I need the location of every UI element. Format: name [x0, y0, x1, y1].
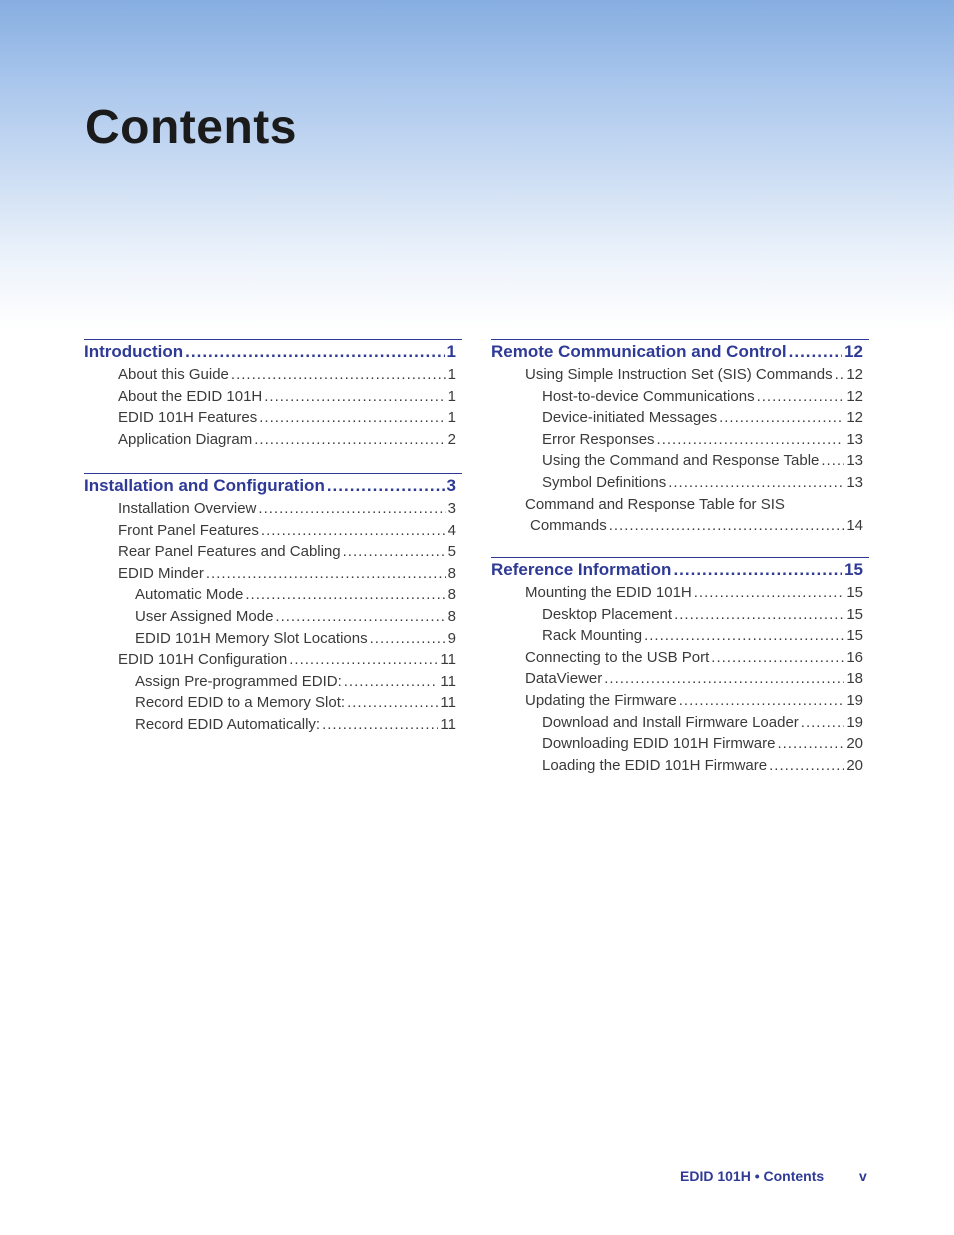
toc-entry-page: 1: [447, 387, 456, 405]
toc-entry-page: 1: [447, 366, 456, 383]
dot-leader: [344, 673, 439, 690]
toc-section-reference-information: [491, 557, 869, 778]
toc-entry-link[interactable]: [84, 388, 462, 410]
toc-entry-link[interactable]: [84, 543, 462, 565]
toc-entry-page: 18: [846, 670, 863, 688]
toc-entry-title: Downloading EDID 101H Firmware: [542, 735, 776, 753]
toc-entry-link[interactable]: [491, 517, 869, 539]
toc-entry-title: Application Diagram: [118, 430, 253, 448]
toc-heading-link[interactable]: [491, 342, 869, 366]
toc-entry-page: 15: [846, 627, 863, 645]
toc-entry-page: 8: [447, 586, 456, 604]
toc-entry-page: 11: [440, 715, 456, 733]
dot-leader: [245, 586, 445, 603]
toc-entry-link[interactable]: [491, 627, 869, 649]
toc-entry-page: 5: [447, 543, 456, 561]
toc-entry-page: 8: [447, 607, 456, 625]
toc-entry-link[interactable]: [84, 522, 462, 544]
toc-entry-page: 2: [447, 430, 456, 448]
toc-entry-title: Rear Panel Features and Cabling: [118, 543, 341, 561]
dot-leader: [343, 543, 446, 560]
toc-entry-title: Error Responses: [542, 430, 655, 448]
toc-entry-page: 9: [447, 629, 456, 647]
toc-entry-page: 1: [446, 342, 456, 361]
dot-leader: [674, 606, 844, 623]
dot-leader: [370, 630, 446, 647]
toc-section-remote-communication: [491, 339, 869, 539]
toc-entry-link[interactable]: [491, 714, 869, 736]
toc-entry-title: About this Guide: [118, 366, 229, 383]
footer-page-number: v: [859, 1168, 867, 1184]
dot-leader: [711, 649, 844, 666]
toc-entry-link[interactable]: [84, 673, 462, 695]
toc-entry-link[interactable]: [84, 716, 462, 738]
dot-leader: [264, 388, 445, 405]
toc-entry-page: 16: [846, 648, 863, 666]
page-title: Contents: [85, 101, 297, 154]
toc-entry-title: Introduction: [84, 342, 184, 361]
toc-entry-link[interactable]: [84, 366, 462, 388]
toc-entry-page: 13: [846, 452, 863, 470]
toc-entry-link[interactable]: [491, 692, 869, 714]
dot-leader: [609, 517, 845, 534]
dot-leader: [327, 476, 445, 496]
toc-entry-title: Assign Pre-programmed EDID:: [135, 672, 342, 690]
toc-entry-link[interactable]: [491, 409, 869, 431]
toc-entry-link[interactable]: [491, 431, 869, 453]
dot-leader: [206, 565, 446, 582]
toc-entry-title: Host-to-device Communications: [542, 387, 755, 405]
dot-leader: [789, 342, 842, 362]
toc-entry-title: EDID 101H Features: [118, 409, 258, 427]
toc-entry-link[interactable]: [84, 409, 462, 431]
dot-leader: [821, 452, 844, 469]
dot-leader: [769, 757, 844, 774]
toc-entry-link[interactable]: [84, 586, 462, 608]
toc-entry-page: 20: [846, 735, 863, 753]
toc-entry-title: Installation and Configuration: [84, 476, 325, 495]
toc-entry-title: About the EDID 101H: [118, 387, 263, 405]
toc-entry-page: 15: [846, 605, 863, 623]
dot-leader: [185, 342, 444, 362]
toc-entry-title: Record EDID Automatically:: [135, 715, 321, 733]
toc-entry-link[interactable]: [491, 606, 869, 628]
toc-entry-link[interactable]: [84, 694, 462, 716]
dot-leader: [258, 500, 445, 517]
toc-entry-page: 20: [846, 756, 863, 774]
dot-leader: [694, 584, 845, 601]
toc-entry-page: 1: [447, 409, 456, 427]
footer-label: EDID 101H • Contents: [680, 1168, 825, 1184]
toc-entry-page: 15: [846, 584, 863, 601]
toc-entry-page: 13: [846, 473, 863, 491]
toc-entry-title: EDID 101H Configuration: [118, 651, 288, 669]
toc-entry-page: 12: [846, 409, 863, 427]
dot-leader: [254, 431, 445, 448]
toc-entry-page: 13: [846, 430, 863, 448]
dot-leader: [679, 692, 845, 709]
toc-entry-title: EDID 101H Memory Slot Locations: [135, 629, 368, 647]
toc-entry-title: Mounting the EDID 101H: [525, 584, 692, 601]
dot-leader: [668, 474, 844, 491]
toc-entry-page: 3: [446, 476, 456, 495]
toc-entry-link[interactable]: [491, 452, 869, 474]
toc-entry-link[interactable]: [84, 651, 462, 673]
dot-leader: [757, 388, 845, 405]
toc-entry-page: 14: [846, 517, 863, 535]
toc-entry-title: Symbol Definitions: [542, 473, 667, 491]
toc-entry-page: 19: [846, 713, 863, 731]
toc-entry-title: Front Panel Features: [118, 521, 259, 539]
dot-leader: [719, 409, 844, 426]
dot-leader: [673, 560, 842, 580]
header-banner: [0, 0, 954, 330]
toc-entry-title: Record EDID to a Memory Slot:: [135, 694, 346, 712]
toc-entry-title-line: Command and Response Table for SIS: [525, 495, 785, 513]
dot-leader: [259, 409, 445, 426]
dot-leader: [777, 735, 844, 752]
toc-entry-link[interactable]: [491, 757, 869, 779]
dot-leader: [231, 366, 446, 383]
toc-entry-link[interactable]: [491, 474, 869, 496]
dot-leader: [644, 627, 844, 644]
toc-entry-link[interactable]: [84, 630, 462, 652]
toc-entry-page: 8: [447, 564, 456, 582]
toc-entry-page: 15: [844, 560, 863, 579]
toc-entry-title: Device-initiated Messages: [542, 409, 718, 427]
toc-entry-title: Installation Overview: [118, 500, 257, 517]
toc-entry-link[interactable]: [491, 388, 869, 410]
toc-entry-page: 19: [846, 691, 863, 709]
toc-entry-page: 11: [440, 651, 456, 669]
toc-section-introduction: [84, 339, 462, 452]
toc-entry-title: DataViewer: [525, 670, 603, 688]
toc-entry-title: Updating the Firmware: [525, 691, 677, 709]
toc-entry-title: User Assigned Mode: [135, 607, 274, 625]
toc-entry-title-cont: Commands: [530, 517, 607, 535]
toc-entry-title: Download and Install Firmware Loader: [542, 713, 799, 731]
toc-entry-page: 3: [447, 500, 456, 517]
toc-heading-link[interactable]: [84, 342, 462, 366]
toc-entry-page: 4: [447, 521, 456, 539]
toc-entry-link[interactable]: [84, 565, 462, 587]
page-footer: [680, 1168, 867, 1184]
toc-entry-page: 12: [846, 366, 863, 383]
dot-leader: [261, 522, 446, 539]
dot-leader: [275, 608, 445, 625]
toc-entry-title: EDID Minder: [118, 564, 204, 582]
dot-leader: [604, 670, 844, 687]
toc-entry-link[interactable]: [84, 431, 462, 453]
toc-entry-link[interactable]: [84, 500, 462, 522]
dot-leader: [289, 651, 438, 668]
toc-entry-title: Desktop Placement: [542, 605, 673, 623]
toc-entry-title: Loading the EDID 101H Firmware: [542, 756, 768, 774]
toc-entry-title: Automatic Mode: [135, 586, 244, 604]
dot-leader: [322, 716, 438, 733]
dot-leader: [347, 694, 438, 711]
toc-entry-title: Using Simple Instruction Set (SIS) Commands: [525, 366, 833, 383]
toc-entry-link[interactable]: [491, 584, 869, 606]
toc-heading-link[interactable]: [84, 476, 462, 500]
toc-heading-link[interactable]: [491, 560, 869, 584]
toc-entry-title: Connecting to the USB Port: [525, 648, 710, 666]
toc-entry-title: Reference Information: [491, 560, 672, 579]
dot-leader: [657, 431, 845, 448]
toc-entry-page: 12: [846, 387, 863, 405]
toc-entry-title: Rack Mounting: [542, 627, 643, 645]
toc-entry-link[interactable]: [491, 366, 869, 388]
toc-section-installation: [84, 473, 462, 738]
toc-entry-page: 11: [440, 694, 456, 712]
toc-entry-link[interactable]: [491, 670, 869, 692]
toc-entry-link[interactable]: [491, 649, 869, 671]
dot-leader: [835, 366, 845, 383]
toc-entry-page: 11: [440, 672, 456, 690]
toc-entry-link[interactable]: [491, 735, 869, 757]
toc-entry-title: Using the Command and Response Table: [542, 452, 820, 470]
toc-entry-link[interactable]: [84, 608, 462, 630]
toc-entry-title: Remote Communication and Control: [491, 342, 787, 361]
dot-leader: [801, 714, 845, 731]
toc-entry-page: 12: [844, 342, 863, 361]
